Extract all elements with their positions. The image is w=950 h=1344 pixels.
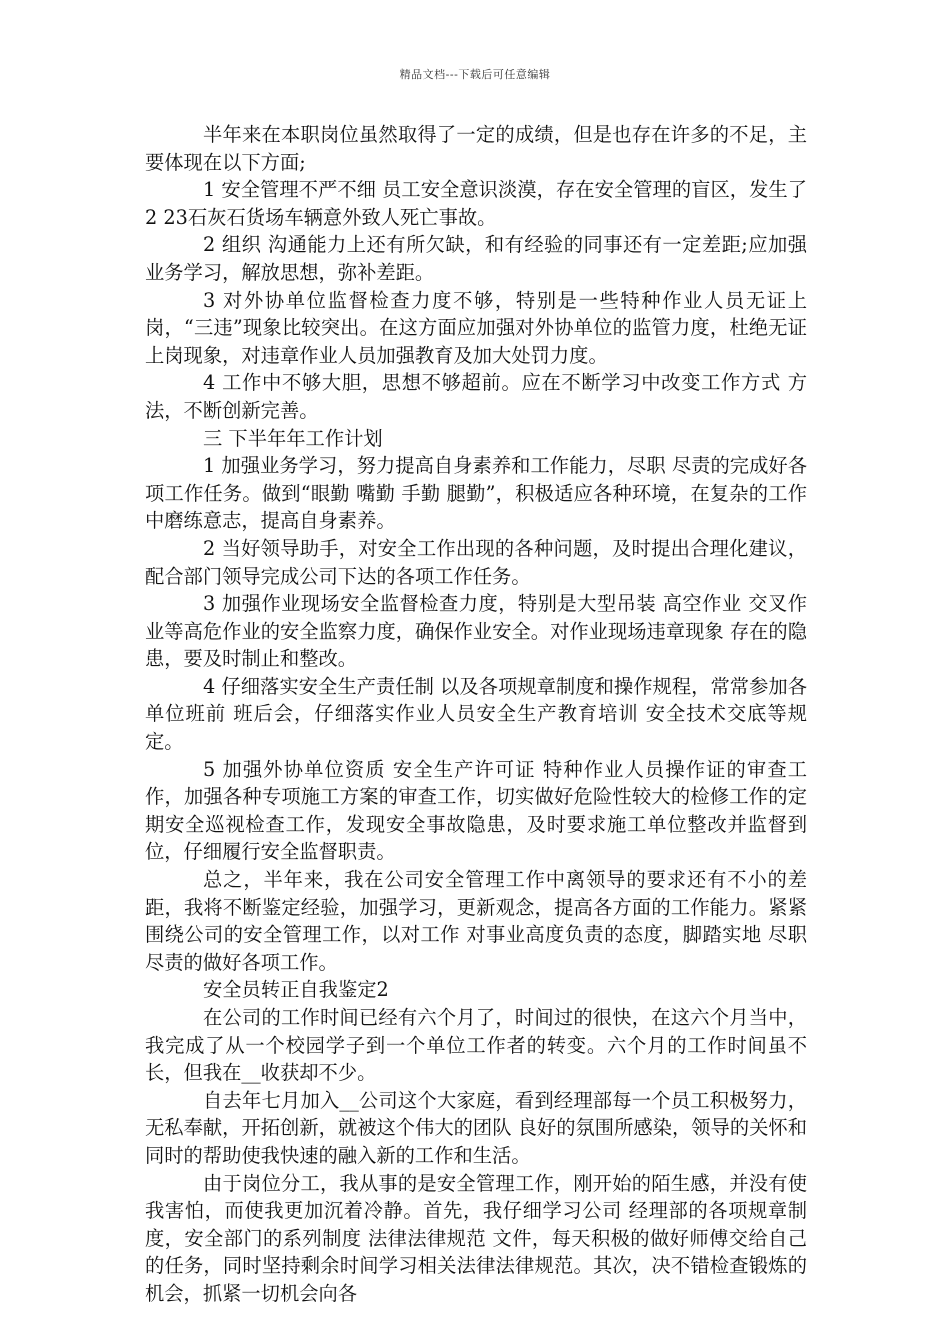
paragraph-plan-5: 5 加强外协单位资质 安全生产许可证 特种作业人员操作证的审查工作，加强各种专项施工方案的审查工作，切实做好危险性较大的检修工作的定期安全巡视检查工作，发现安全事故隐患，及时要求施工单位整改并监督到位，仔细履行安全监督职责。 — [145, 757, 807, 864]
paragraph-issue-3: 3 对外协单位监督检查力度不够，特别是一些特种作业人员无证上岗，“三违”现象比较突出。在这方面应加强对外协单位的监管力度，杜绝无证上岗现象，对违章作业人员加强教育及加大处罚力度。 — [145, 288, 807, 367]
paragraph-intro: 半年来在本职岗位虽然取得了一定的成绩，但是也存在许多的不足，主要体现在以下方面; — [145, 123, 807, 174]
paragraph-summary: 总之，半年来，我在公司安全管理工作中离领导的要求还有不小的差距，我将不断鉴定经验，加强学习，更新观念，提高各方面的工作能力。紧紧围绕公司的安全管理工作，以对工作 对事业高度负责的态度，脚踏实地 尽职尽责的做好各项工作。 — [145, 868, 807, 974]
paragraph-issue-2: 2 组织 沟通能力上还有所欠缺，和有经验的同事还有一定差距;应加强业务学习，解放思想，弥补差距。 — [145, 233, 807, 284]
paragraph-plan-4: 4 仔细落实安全生产责任制 以及各项规章制度和操作规程，常常参加各单位班前 班后会，仔细落实作业人员安全生产教育培训 安全技术交底等规定。 — [145, 674, 807, 754]
paragraph-plan-3: 3 加强作业现场安全监督检查力度，特别是大型吊装 高空作业 交叉作业等高危作业的安全监察力度，确保作业安全。对作业现场违章现象 存在的隐患，要及时制止和整改。 — [145, 592, 807, 671]
paragraph-issue-1: 1 安全管理不严不细 员工安全意识淡漠，存在安全管理的盲区，发生了2 23石灰石货场车辆意外致人死亡事故。 — [145, 178, 807, 229]
paragraph-plan-2: 2 当好领导助手，对安全工作出现的各种问题，及时提出合理化建议，配合部门领导完成公司下达的各项工作任务。 — [145, 536, 807, 588]
section-heading-plan: 三 下半年年工作计划 — [203, 426, 383, 450]
paragraph-appraisal-intro: 在公司的工作时间已经有六个月了，时间过的很快，在这六个月当中，我完成了从一个校园学子到一个单位工作者的转变。六个月的工作时间虽不长，但我在__收获却不少。 — [145, 1006, 807, 1085]
paragraph-plan-1: 1 加强业务学习，努力提高自身素养和工作能力，尽职 尽责的完成好各项工作任务。做到“眼勤 嘴勤 手勤 腿勤”，积极适应各种环境，在复杂的工作中磨练意志，提高自身素养。 — [145, 454, 807, 533]
paragraph-issue-4: 4 工作中不够大胆，思想不够超前。应在不断学习中改变工作方式 方法，不断创新完善。 — [145, 371, 807, 422]
document-body — [145, 121, 807, 1308]
page-header: 精品文档---下载后可任意编辑 — [399, 68, 551, 81]
paragraph-appraisal-joining: 自去年七月加入__公司这个大家庭，看到经理部每一个员工积极努力，无私奉献，开拓创新，就被这个伟大的团队 良好的氛围所感染，领导的关怀和同时的帮助使我快速的融入新的工作和生活。 — [145, 1088, 807, 1167]
section-heading-appraisal-2: 安全员转正自我鉴定2 — [203, 978, 389, 1002]
paragraph-appraisal-role: 由于岗位分工，我从事的是安全管理工作，刚开始的陌生感，并没有使我害怕，而使我更加沉着冷静。首先，我仔细学习公司 经理部的各项规章制度，安全部门的系列制度 法律法律规范 文件，每天积极的做好师傅交给自己的任务，同时坚持剩余时间学习相关法律法律规范。其次，决不错检查锻炼的机会，抓紧一切机会向各 — [145, 1171, 807, 1305]
